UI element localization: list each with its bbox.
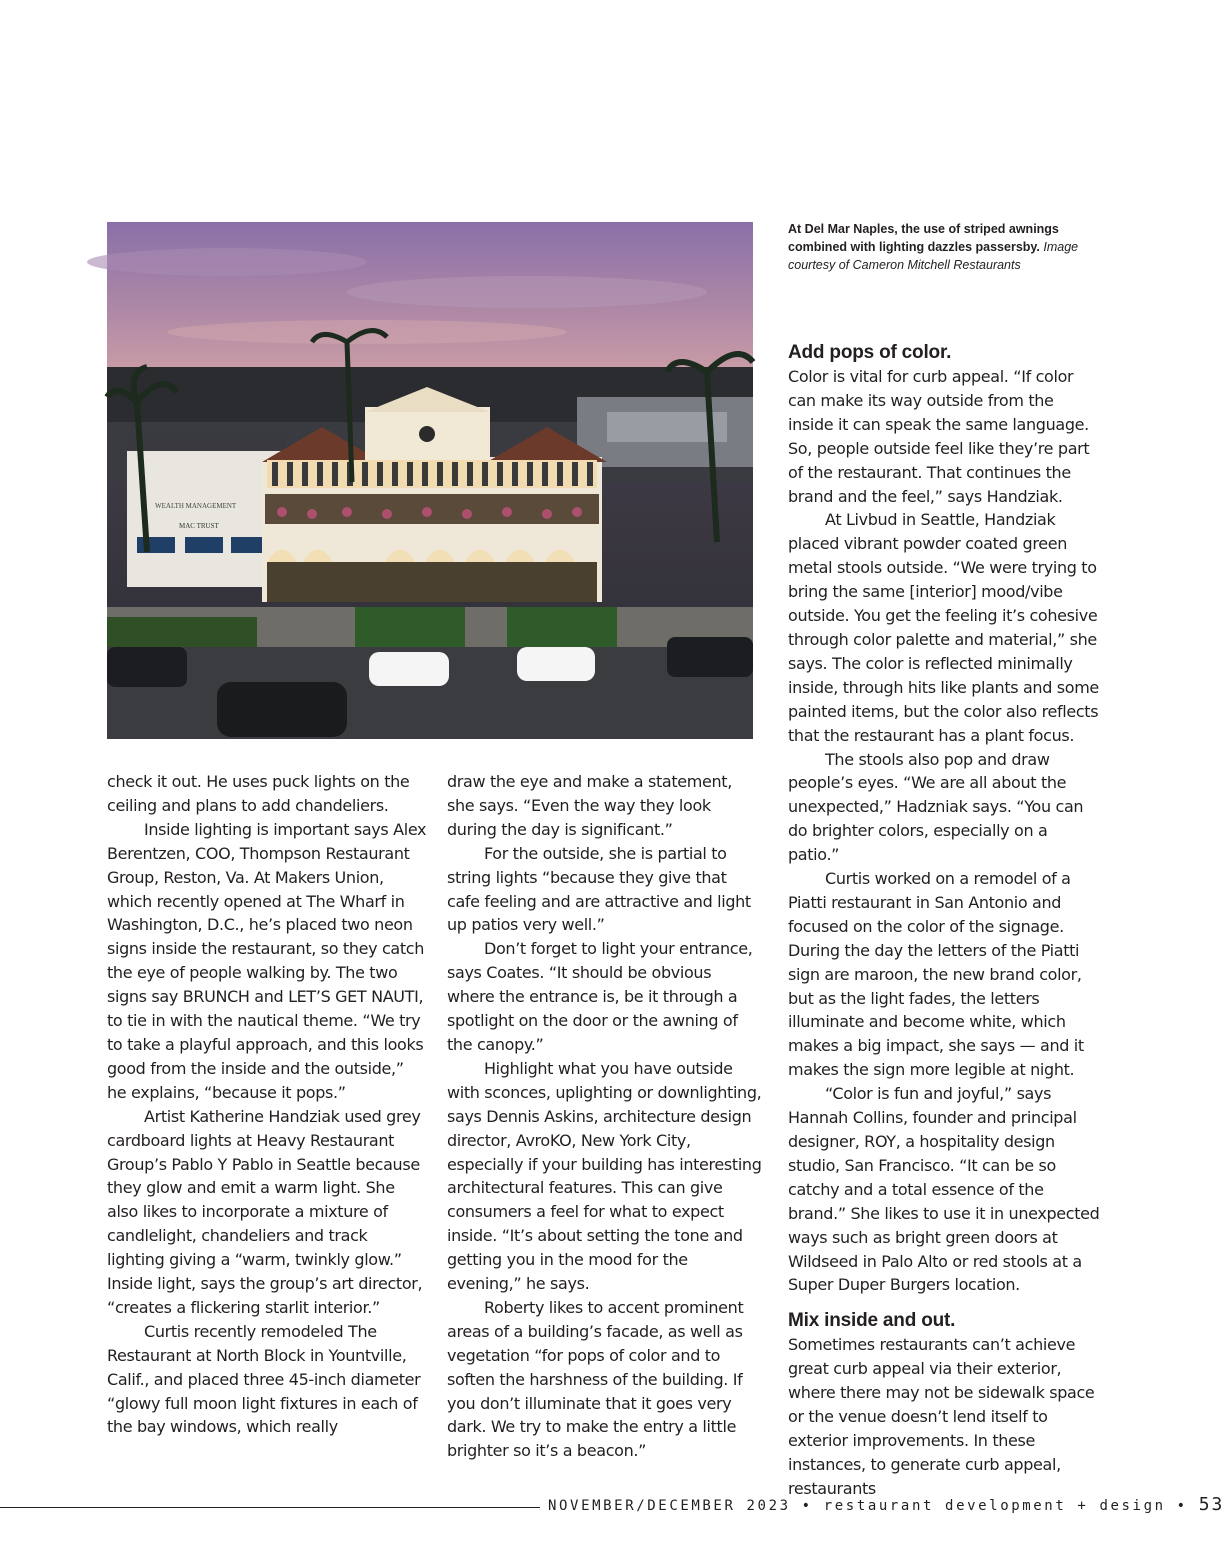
caption-bold: At Del Mar Naples, the use of striped awnings combined with lighting dazzles passersby. xyxy=(788,222,1059,254)
footer-issue: NOVEMBER/DECEMBER 2023 xyxy=(548,1498,791,1514)
photo-illustration xyxy=(107,222,753,739)
column-3 xyxy=(788,341,1103,1501)
paragraph: Artist Katherine Handziak used grey cardboard lights at Heavy Restaurant Group’s Pablo Y Pablo in Seattle because they glow and emit a warm light. She also likes to incorporate a mixture of candlelight, chandeliers and track lighting giving a “warm, twinkly glow.” Inside light, says the group’s art director, “creates a flickering starlit interior.” xyxy=(107,1106,423,1317)
column-1 xyxy=(107,770,427,1439)
section-heading: Mix inside and out. xyxy=(788,1310,956,1332)
paragraph: Inside lighting is important says Alex Berentzen, COO, Thompson Restaurant Group, Reston, Va. At Makers Union, which recently opened at The Wharf in Washington, D.C., he’s placed two neon signs inside the restaurant, so they catch the eye of people walking by. The two signs say BRUNCH and LET’S GET NAUTI, to tie in with the nautical theme. “We try to take a playful approach, and this looks good from the inside and the outside,” he explains, “because it pops.” xyxy=(107,819,427,1102)
page-footer xyxy=(548,1494,1224,1515)
column-2 xyxy=(447,770,762,1463)
caption-credit: Image courtesy of Cameron Mitchell Restaurants xyxy=(788,240,1079,272)
paragraph: Sometimes restaurants can’t achieve great curb appeal via their exterior, where there may not be sidewalk space or the venue doesn’t lend itself to exterior improvements. In these instances, to generate curb appeal, restaurants xyxy=(788,1335,1095,1498)
footer-bullet: • xyxy=(801,1498,813,1514)
page-number: 53 xyxy=(1198,1494,1224,1515)
sign-mac-trust: MAC TRUST xyxy=(179,522,219,530)
paragraph: Curtis worked on a remodel of a Piatti restaurant in San Antonio and focused on the color of the signage. During the day the letters of the Piatti sign are maroon, the new brand color, but as the light fades, the letters illuminate and become white, which makes a big impact, she says — and it makes the sign more legible at night. xyxy=(788,869,1084,1080)
paragraph: Color is vital for curb appeal. “If color can make its way outside from the inside it can speak the same language. So, people outside feel like they’re part of the restaurant. That continues the brand and the feel,” says Handziak. xyxy=(788,367,1090,506)
footer-bullet: • xyxy=(1176,1498,1188,1514)
paragraph: check it out. He uses puck lights on the ceiling and plans to add chandeliers. xyxy=(107,772,410,815)
paragraph: Curtis recently remodeled The Restaurant at North Block in Yountville, Calif., and placed three 45-inch diameter “glowy full moon light fixtures in each of the bay windows, which really xyxy=(107,1321,421,1437)
section-heading: Add pops of color. xyxy=(788,342,952,363)
paragraph: “Color is fun and joyful,” says Hannah Collins, founder and principal designer, ROY, a hospitality design studio, San Francisco. “It can be so catchy and a total essence of the brand.” She likes to use it in unexpected ways such as bright green doors at Wildseed in Palo Alto or red stools at a Super Duper Burgers location. xyxy=(788,1084,1100,1295)
restaurant-building-photo xyxy=(107,222,753,739)
paragraph: draw the eye and make a statement, she says. “Even the way they look during the day is significant.” xyxy=(447,772,732,839)
paragraph: The stools also pop and draw people’s eyes. “We are all about the unexpected,” Hadzniak says. “You can do brighter colors, especially on a patio.” xyxy=(788,749,1084,865)
footer-rule xyxy=(0,1507,540,1508)
paragraph: Highlight what you have outside with sconces, uplighting or downlighting, says Dennis Askins, architecture design director, AvroKO, New York City, especially if your building has interesting architectural features. This can give consumers a feel for what to expect inside. “It’s about setting the tone and getting you in the mood for the evening,” he says. xyxy=(447,1058,762,1294)
sign-wealth-management: WEALTH MANAGEMENT xyxy=(155,502,237,510)
paragraph: For the outside, she is partial to string lights “because they give that cafe feeling and are attractive and light up patios very well.” xyxy=(447,843,751,935)
paragraph: Don’t forget to light your entrance, says Coates. “It should be obvious where the entrance is, be it through a spotlight on the door or the awning of the canopy.” xyxy=(447,939,753,1054)
paragraph: At Livbud in Seattle, Handziak placed vibrant powder coated green metal stools outside. “We were trying to bring the same [interior] mood/vibe outside. You get the feeling it’s cohesive through color palette and material,” she says. The color is reflected minimally inside, through hits like plants and some painted items, but the color also reflects that the restaurant has a plant focus. xyxy=(788,510,1099,745)
footer-magazine: restaurant development + design xyxy=(823,1498,1166,1514)
photo-caption xyxy=(788,220,1088,274)
paragraph: Roberty likes to accent prominent areas of a building’s facade, as well as vegetation “for pops of color and to soften the harshness of the building. If you don’t illuminate that it goes very dark. We try to make the entry a little brighter so it’s a beacon.” xyxy=(447,1297,744,1461)
